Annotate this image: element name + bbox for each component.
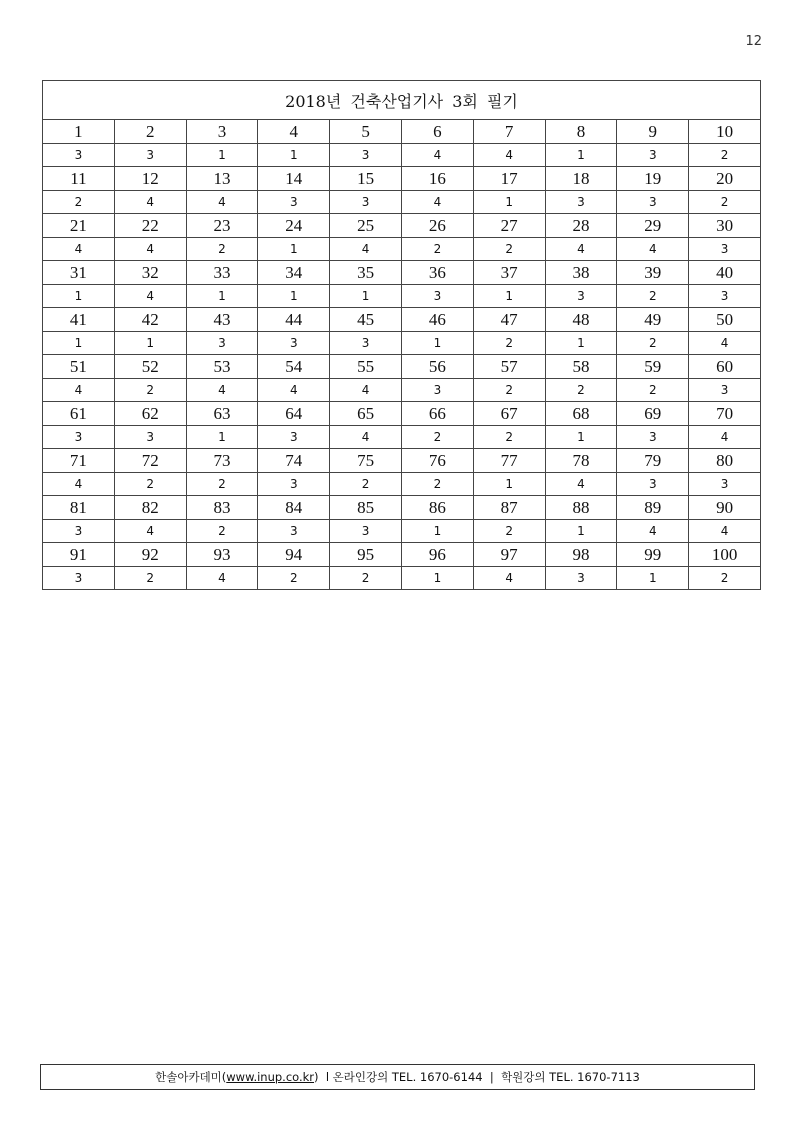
question-number-cell: 9 <box>617 120 689 144</box>
answer-row <box>43 567 761 590</box>
question-number-cell: 33 <box>186 261 258 285</box>
answer-cell: 4 <box>114 191 186 214</box>
question-number-cell: 95 <box>330 543 402 567</box>
answer-cell: 4 <box>43 473 115 496</box>
answer-cell: 3 <box>330 520 402 543</box>
answer-cell: 3 <box>43 426 115 449</box>
question-number-cell: 21 <box>43 214 115 238</box>
answer-cell: 1 <box>473 191 545 214</box>
answer-cell: 4 <box>689 332 761 355</box>
question-number-cell: 35 <box>330 261 402 285</box>
answer-cell: 3 <box>330 332 402 355</box>
answer-cell: 3 <box>43 144 115 167</box>
question-number-cell: 46 <box>401 308 473 332</box>
answer-cell: 1 <box>186 144 258 167</box>
question-number-cell: 87 <box>473 496 545 520</box>
question-number-cell: 42 <box>114 308 186 332</box>
question-number-cell: 3 <box>186 120 258 144</box>
answer-cell: 4 <box>186 567 258 590</box>
answer-cell: 4 <box>114 520 186 543</box>
question-number-row <box>43 496 761 520</box>
question-number-cell: 73 <box>186 449 258 473</box>
answer-cell: 1 <box>258 285 330 308</box>
question-number-cell: 13 <box>186 167 258 191</box>
question-number-cell: 92 <box>114 543 186 567</box>
question-number-cell: 47 <box>473 308 545 332</box>
question-number-cell: 18 <box>545 167 617 191</box>
question-number-cell: 31 <box>43 261 115 285</box>
answer-cell: 4 <box>186 191 258 214</box>
question-number-cell: 29 <box>617 214 689 238</box>
question-number-cell: 6 <box>401 120 473 144</box>
footer-contact: ) l 온라인강의 TEL. 1670-6144 | 학원강의 TEL. 1670-7113 <box>314 1070 640 1084</box>
question-number-cell: 39 <box>617 261 689 285</box>
question-number-cell: 90 <box>689 496 761 520</box>
answer-cell: 2 <box>617 285 689 308</box>
question-number-cell: 63 <box>186 402 258 426</box>
answer-cell: 1 <box>545 332 617 355</box>
answer-cell: 3 <box>689 473 761 496</box>
answer-cell: 2 <box>186 520 258 543</box>
question-number-cell: 80 <box>689 449 761 473</box>
question-number-cell: 96 <box>401 543 473 567</box>
question-number-cell: 89 <box>617 496 689 520</box>
question-number-cell: 12 <box>114 167 186 191</box>
answer-cell: 4 <box>545 473 617 496</box>
question-number-cell: 72 <box>114 449 186 473</box>
question-number-cell: 2 <box>114 120 186 144</box>
answer-cell: 1 <box>258 144 330 167</box>
question-number-cell: 30 <box>689 214 761 238</box>
answer-cell: 1 <box>43 332 115 355</box>
question-number-cell: 99 <box>617 543 689 567</box>
question-number-cell: 22 <box>114 214 186 238</box>
question-number-cell: 4 <box>258 120 330 144</box>
answer-cell: 1 <box>401 332 473 355</box>
answer-cell: 2 <box>401 473 473 496</box>
question-number-cell: 75 <box>330 449 402 473</box>
answer-cell: 3 <box>617 191 689 214</box>
question-number-cell: 52 <box>114 355 186 379</box>
question-number-cell: 65 <box>330 402 402 426</box>
answer-cell: 1 <box>545 520 617 543</box>
answer-cell: 2 <box>401 426 473 449</box>
answer-cell: 2 <box>401 238 473 261</box>
question-number-cell: 66 <box>401 402 473 426</box>
question-number-cell: 5 <box>330 120 402 144</box>
answer-cell: 4 <box>114 238 186 261</box>
question-number-cell: 94 <box>258 543 330 567</box>
answer-row <box>43 379 761 402</box>
question-number-cell: 19 <box>617 167 689 191</box>
answer-cell: 2 <box>617 332 689 355</box>
footer-academy: 한솔아카데미( <box>155 1070 227 1084</box>
question-number-cell: 10 <box>689 120 761 144</box>
question-number-cell: 100 <box>689 543 761 567</box>
answer-cell: 1 <box>617 567 689 590</box>
question-number-cell: 97 <box>473 543 545 567</box>
answer-cell: 4 <box>114 285 186 308</box>
question-number-cell: 69 <box>617 402 689 426</box>
answer-cell: 1 <box>330 285 402 308</box>
question-number-row <box>43 261 761 285</box>
question-number-row <box>43 167 761 191</box>
answer-cell: 2 <box>689 191 761 214</box>
question-number-cell: 93 <box>186 543 258 567</box>
question-number-cell: 51 <box>43 355 115 379</box>
answer-cell: 2 <box>473 426 545 449</box>
question-number-cell: 17 <box>473 167 545 191</box>
answer-cell: 2 <box>186 473 258 496</box>
answer-cell: 3 <box>545 567 617 590</box>
answer-cell: 4 <box>689 520 761 543</box>
question-number-cell: 70 <box>689 402 761 426</box>
answer-table <box>42 80 761 590</box>
question-number-cell: 38 <box>545 261 617 285</box>
answer-cell: 4 <box>401 191 473 214</box>
answer-cell: 3 <box>258 520 330 543</box>
answer-cell: 3 <box>689 285 761 308</box>
answer-cell: 4 <box>43 238 115 261</box>
question-number-cell: 11 <box>43 167 115 191</box>
question-number-cell: 60 <box>689 355 761 379</box>
answer-cell: 1 <box>545 144 617 167</box>
question-number-cell: 28 <box>545 214 617 238</box>
question-number-cell: 58 <box>545 355 617 379</box>
question-number-cell: 1 <box>43 120 115 144</box>
answer-cell: 4 <box>258 379 330 402</box>
answer-cell: 1 <box>186 426 258 449</box>
question-number-cell: 79 <box>617 449 689 473</box>
question-number-cell: 57 <box>473 355 545 379</box>
footer-url-link[interactable]: www.inup.co.kr <box>226 1070 315 1084</box>
answer-cell: 2 <box>473 520 545 543</box>
answer-cell: 3 <box>186 332 258 355</box>
question-number-cell: 61 <box>43 402 115 426</box>
table-title: 2018년 건축산업기사 3회 필기 <box>43 81 761 120</box>
title-row <box>43 81 761 120</box>
question-number-cell: 78 <box>545 449 617 473</box>
answer-cell: 3 <box>114 426 186 449</box>
question-number-cell: 82 <box>114 496 186 520</box>
answer-cell: 3 <box>617 144 689 167</box>
answer-cell: 4 <box>689 426 761 449</box>
question-number-cell: 27 <box>473 214 545 238</box>
question-number-cell: 56 <box>401 355 473 379</box>
question-number-cell: 85 <box>330 496 402 520</box>
question-number-cell: 77 <box>473 449 545 473</box>
answer-cell: 2 <box>330 567 402 590</box>
answer-cell: 3 <box>689 238 761 261</box>
answer-cell: 4 <box>330 426 402 449</box>
question-number-cell: 55 <box>330 355 402 379</box>
answer-cell: 4 <box>473 144 545 167</box>
answer-row <box>43 285 761 308</box>
question-number-cell: 64 <box>258 402 330 426</box>
answer-row <box>43 238 761 261</box>
answer-cell: 2 <box>258 567 330 590</box>
answer-cell: 1 <box>545 426 617 449</box>
answer-cell: 3 <box>401 285 473 308</box>
question-number-cell: 68 <box>545 402 617 426</box>
question-number-cell: 59 <box>617 355 689 379</box>
answer-cell: 1 <box>258 238 330 261</box>
question-number-cell: 67 <box>473 402 545 426</box>
answer-cell: 1 <box>43 285 115 308</box>
answer-row <box>43 144 761 167</box>
answer-cell: 2 <box>689 144 761 167</box>
answer-cell: 1 <box>186 285 258 308</box>
question-number-row <box>43 120 761 144</box>
question-number-cell: 48 <box>545 308 617 332</box>
question-number-cell: 36 <box>401 261 473 285</box>
question-number-cell: 86 <box>401 496 473 520</box>
answer-cell: 3 <box>43 567 115 590</box>
question-number-cell: 62 <box>114 402 186 426</box>
question-number-cell: 44 <box>258 308 330 332</box>
answer-cell: 1 <box>114 332 186 355</box>
answer-cell: 4 <box>186 379 258 402</box>
answer-cell: 4 <box>617 238 689 261</box>
answer-cell: 2 <box>43 191 115 214</box>
page-number: 12 <box>745 34 762 49</box>
question-number-row <box>43 543 761 567</box>
question-number-row <box>43 449 761 473</box>
question-number-cell: 76 <box>401 449 473 473</box>
answer-row <box>43 520 761 543</box>
question-number-cell: 20 <box>689 167 761 191</box>
question-number-cell: 15 <box>330 167 402 191</box>
answer-cell: 4 <box>545 238 617 261</box>
answer-cell: 3 <box>617 426 689 449</box>
question-number-cell: 83 <box>186 496 258 520</box>
answer-cell: 2 <box>114 567 186 590</box>
answer-cell: 3 <box>258 426 330 449</box>
answer-cell: 4 <box>473 567 545 590</box>
question-number-cell: 34 <box>258 261 330 285</box>
answer-cell: 2 <box>330 473 402 496</box>
answer-cell: 4 <box>43 379 115 402</box>
question-number-row <box>43 214 761 238</box>
question-number-cell: 84 <box>258 496 330 520</box>
answer-cell: 3 <box>258 191 330 214</box>
answer-cell: 3 <box>258 332 330 355</box>
answer-cell: 2 <box>617 379 689 402</box>
answer-cell: 3 <box>330 191 402 214</box>
answer-cell: 2 <box>689 567 761 590</box>
question-number-row <box>43 402 761 426</box>
answer-cell: 2 <box>114 379 186 402</box>
question-number-cell: 37 <box>473 261 545 285</box>
answer-cell: 3 <box>258 473 330 496</box>
question-number-cell: 54 <box>258 355 330 379</box>
answer-cell: 3 <box>689 379 761 402</box>
answer-cell: 3 <box>330 144 402 167</box>
answer-cell: 2 <box>186 238 258 261</box>
question-number-cell: 53 <box>186 355 258 379</box>
answer-cell: 4 <box>401 144 473 167</box>
question-number-row <box>43 355 761 379</box>
answer-cell: 1 <box>401 567 473 590</box>
question-number-cell: 40 <box>689 261 761 285</box>
answer-cell: 3 <box>617 473 689 496</box>
answer-cell: 2 <box>114 473 186 496</box>
question-number-cell: 24 <box>258 214 330 238</box>
answer-cell: 1 <box>401 520 473 543</box>
question-number-cell: 25 <box>330 214 402 238</box>
answer-row <box>43 332 761 355</box>
question-number-cell: 7 <box>473 120 545 144</box>
question-number-cell: 23 <box>186 214 258 238</box>
question-number-cell: 45 <box>330 308 402 332</box>
question-number-cell: 26 <box>401 214 473 238</box>
question-number-row <box>43 308 761 332</box>
answer-cell: 2 <box>473 238 545 261</box>
answer-cell: 3 <box>114 144 186 167</box>
answer-cell: 4 <box>617 520 689 543</box>
question-number-cell: 98 <box>545 543 617 567</box>
answer-cell: 4 <box>330 379 402 402</box>
answer-cell: 4 <box>330 238 402 261</box>
question-number-cell: 32 <box>114 261 186 285</box>
answer-row <box>43 426 761 449</box>
answer-cell: 1 <box>473 285 545 308</box>
question-number-cell: 43 <box>186 308 258 332</box>
question-number-cell: 14 <box>258 167 330 191</box>
question-number-cell: 16 <box>401 167 473 191</box>
question-number-cell: 88 <box>545 496 617 520</box>
question-number-cell: 81 <box>43 496 115 520</box>
question-number-cell: 8 <box>545 120 617 144</box>
answer-row <box>43 473 761 496</box>
question-number-cell: 91 <box>43 543 115 567</box>
question-number-cell: 71 <box>43 449 115 473</box>
answer-cell: 3 <box>401 379 473 402</box>
answer-cell: 2 <box>545 379 617 402</box>
answer-cell: 3 <box>545 285 617 308</box>
question-number-cell: 49 <box>617 308 689 332</box>
answer-row <box>43 191 761 214</box>
answer-cell: 3 <box>43 520 115 543</box>
answer-cell: 1 <box>473 473 545 496</box>
question-number-cell: 74 <box>258 449 330 473</box>
answer-cell: 2 <box>473 379 545 402</box>
answer-cell: 3 <box>545 191 617 214</box>
footer <box>40 1064 755 1090</box>
question-number-cell: 41 <box>43 308 115 332</box>
answer-cell: 2 <box>473 332 545 355</box>
question-number-cell: 50 <box>689 308 761 332</box>
